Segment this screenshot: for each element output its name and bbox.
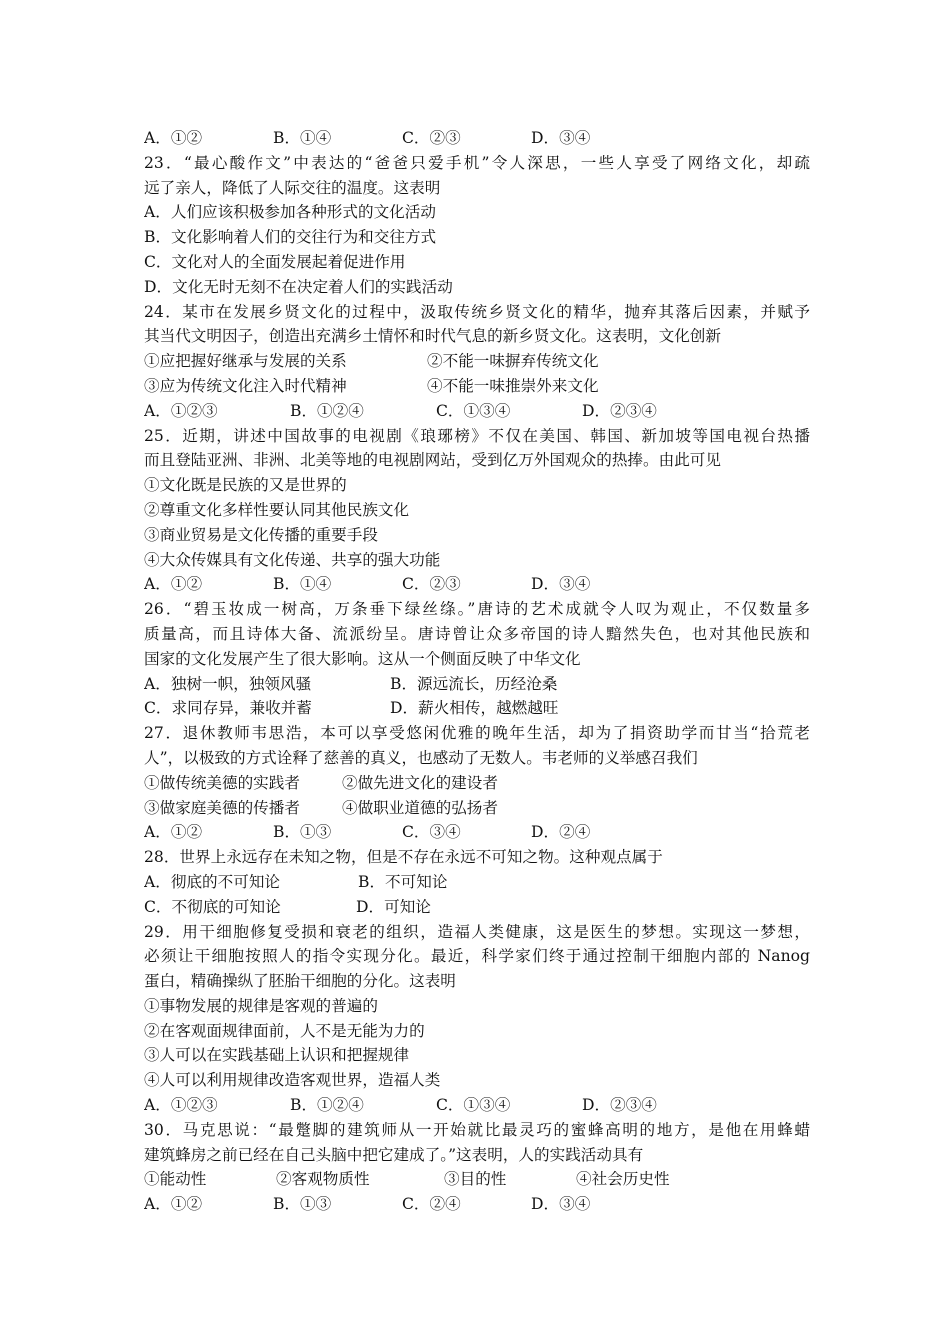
q24-item-1: ①应把握好继承与发展的关系 [144,352,347,371]
q23-choice-b: B．文化影响着人们的交往行为和交往方式 [144,228,437,247]
option-a: A．①②③ [144,1096,218,1115]
q24-items-row-1 [144,349,810,374]
q28-choices-row-1 [144,870,810,895]
q26-choice-d: D．薪火相传，越燃越旺 [390,699,559,718]
q23-stem-line-1: 23．“最心酸作文”中表达的“爸爸只爱手机”令人深思，一些人享受了网络文化，却疏 [144,153,810,172]
q25-item-1: ①文化既是民族的又是世界的 [144,476,347,495]
q29-item-3: ③人可以在实践基础上认识和把握规律 [144,1046,410,1065]
q28-choice-d: D．可知论 [356,897,431,916]
option-b: B．①③ [273,1195,332,1214]
q28-choices-row-2 [144,895,810,920]
q27-stem-line-1: 27．退休教师韦思浩，本可以享受悠闲优雅的晚年生活，却为了捐资助学而甘当“拾荒老 [144,724,810,743]
option-b: B．①④ [273,575,332,594]
option-a: A．①② [144,129,203,147]
q26-choices-row-1 [144,672,810,697]
q23-choice-d: D．文化无时无刻不在决定着人们的实践活动 [144,277,453,296]
q30-items [144,1167,810,1192]
q23-stem-line-2: 远了亲人，降低了人际交往的温度。这表明 [144,178,441,197]
q26-choice-c: C．求同存异，兼收并蓄 [144,699,312,718]
q25-item-2: ②尊重文化多样性要认同其他民族文化 [144,500,410,519]
option-b: B．①②④ [290,401,364,420]
option-b: B．①④ [273,129,332,147]
option-b: B．①②④ [290,1096,364,1115]
option-c: C．③④ [402,823,461,842]
option-a: A．①② [144,575,203,594]
q24-item-2: ②不能一味摒弃传统文化 [427,352,599,371]
option-d: D．②③④ [582,401,657,420]
q25-item-3: ③商业贸易是文化传播的重要手段 [144,525,378,544]
q26-stem-line-3: 国家的文化发展产生了很大影响。这从一个侧面反映了中华文化 [144,649,581,668]
option-d: D．②④ [531,823,591,842]
q22-options [144,126,810,151]
q30-stem-line-2: 建筑蜂房之前已经在自己头脑中把它建成了。”这表明，人的实践活动具有 [144,1145,644,1164]
option-d: D．②③④ [582,1096,657,1115]
q27-item-2: ②做先进文化的建设者 [342,773,498,792]
q26-choice-a: A．独树一帜，独领风骚 [144,674,312,693]
q29-stem-line-2: 必须让干细胞按照人的指令实现分化。最近，科学家们终于通过控制干细胞内部的 Nanog [144,947,810,966]
option-c: C．①③④ [436,1096,511,1115]
option-c: C．②③ [402,129,461,147]
q26-stem-line-2: 质量高，而且诗体大备、流派纷呈。唐诗曾让众多帝国的诗人黯然失色，也对其他民族和 [144,624,810,643]
q27-item-4: ④做职业道德的弘扬者 [342,798,498,817]
q30-item-1: ①能动性 [144,1170,207,1189]
q29-stem-line-3: 蛋白，精确操纵了胚胎干细胞的分化。这表明 [144,972,456,991]
q27-item-1: ①做传统美德的实践者 [144,773,300,792]
q28-stem: 28．世界上永远存在未知之物，但是不存在永远不可知之物。这种观点属于 [144,848,663,867]
q30-item-3: ③目的性 [444,1170,507,1189]
q26-choices-row-2 [144,696,810,721]
q29-item-4: ④人可以利用规律改造客观世界，造福人类 [144,1071,441,1090]
exam-page [144,126,810,1217]
q25-item-4: ④大众传媒具有文化传递、共享的强大功能 [144,550,441,569]
q24-options [144,399,810,424]
q30-item-4: ④社会历史性 [576,1170,670,1189]
q29-item-1: ①事物发展的规律是客观的普遍的 [144,996,378,1015]
q27-stem-line-2: 人”，以极致的方式诠释了慈善的真义，也感动了无数人。韦老师的义举感召我们 [144,748,698,767]
q30-stem-line-1: 30．马克思说：“最蹩脚的建筑师从一开始就比最灵巧的蜜蜂高明的地方，是他在用蜂蜡 [144,1120,810,1139]
option-d: D．③④ [531,575,591,594]
option-c: C．②④ [402,1195,461,1214]
option-a: A．①②③ [144,401,218,420]
q28-choice-c: C．不彻底的可知论 [144,897,281,916]
q24-stem-line-2: 其当代文明因子，创造出充满乡土情怀和时代气息的新乡贤文化。这表明，文化创新 [144,327,721,346]
q23-choice-c: C．文化对人的全面发展起着促进作用 [144,252,406,271]
q28-choice-a: A．彻底的不可知论 [144,872,281,891]
option-a: A．①② [144,1195,203,1214]
q27-items-row-1 [144,771,810,796]
q24-items-row-2 [144,374,810,399]
q25-options [144,572,810,597]
q29-item-2: ②在客观面规律面前，人不是无能为力的 [144,1021,425,1040]
q25-stem-line-1: 25．近期，讲述中国故事的电视剧《琅琊榜》不仅在美国、韩国、新加坡等国电视台热播 [144,426,810,445]
q28-choice-b: B．不可知论 [358,872,448,891]
q26-choice-b: B．源远流长，历经沧桑 [390,674,558,693]
option-c: C．①③④ [436,401,511,420]
q27-items-row-2 [144,796,810,821]
q29-stem-line-1: 29．用干细胞修复受损和衰老的组织，造福人类健康，这是医生的梦想。实现这一梦想， [144,922,810,941]
q24-stem-line-1: 24．某市在发展乡贤文化的过程中，汲取传统乡贤文化的精华，抛弃其落后因素，并赋予 [144,302,810,321]
q27-item-3: ③做家庭美德的传播者 [144,798,300,817]
q26-stem-line-1: 26．“碧玉妆成一树高，万条垂下绿丝绦。”唐诗的艺术成就令人叹为观止，不仅数量多 [144,600,810,619]
q24-item-3: ③应为传统文化注入时代精神 [144,376,347,395]
option-a: A．①② [144,823,203,842]
option-d: D．③④ [531,1195,591,1214]
q30-item-2: ②客观物质性 [276,1170,370,1189]
option-d: D．③④ [531,129,591,147]
option-b: B．①③ [273,823,332,842]
q23-choice-a: A．人们应该积极参加各种形式的文化活动 [144,203,436,222]
q27-options [144,820,810,845]
option-c: C．②③ [402,575,461,594]
q30-options [144,1192,810,1217]
q25-stem-line-2: 而且登陆亚洲、非洲、北美等地的电视剧网站，受到亿万外国观众的热捧。由此可见 [144,451,721,470]
q24-item-4: ④不能一味推崇外来文化 [427,376,599,395]
q29-options [144,1093,810,1118]
